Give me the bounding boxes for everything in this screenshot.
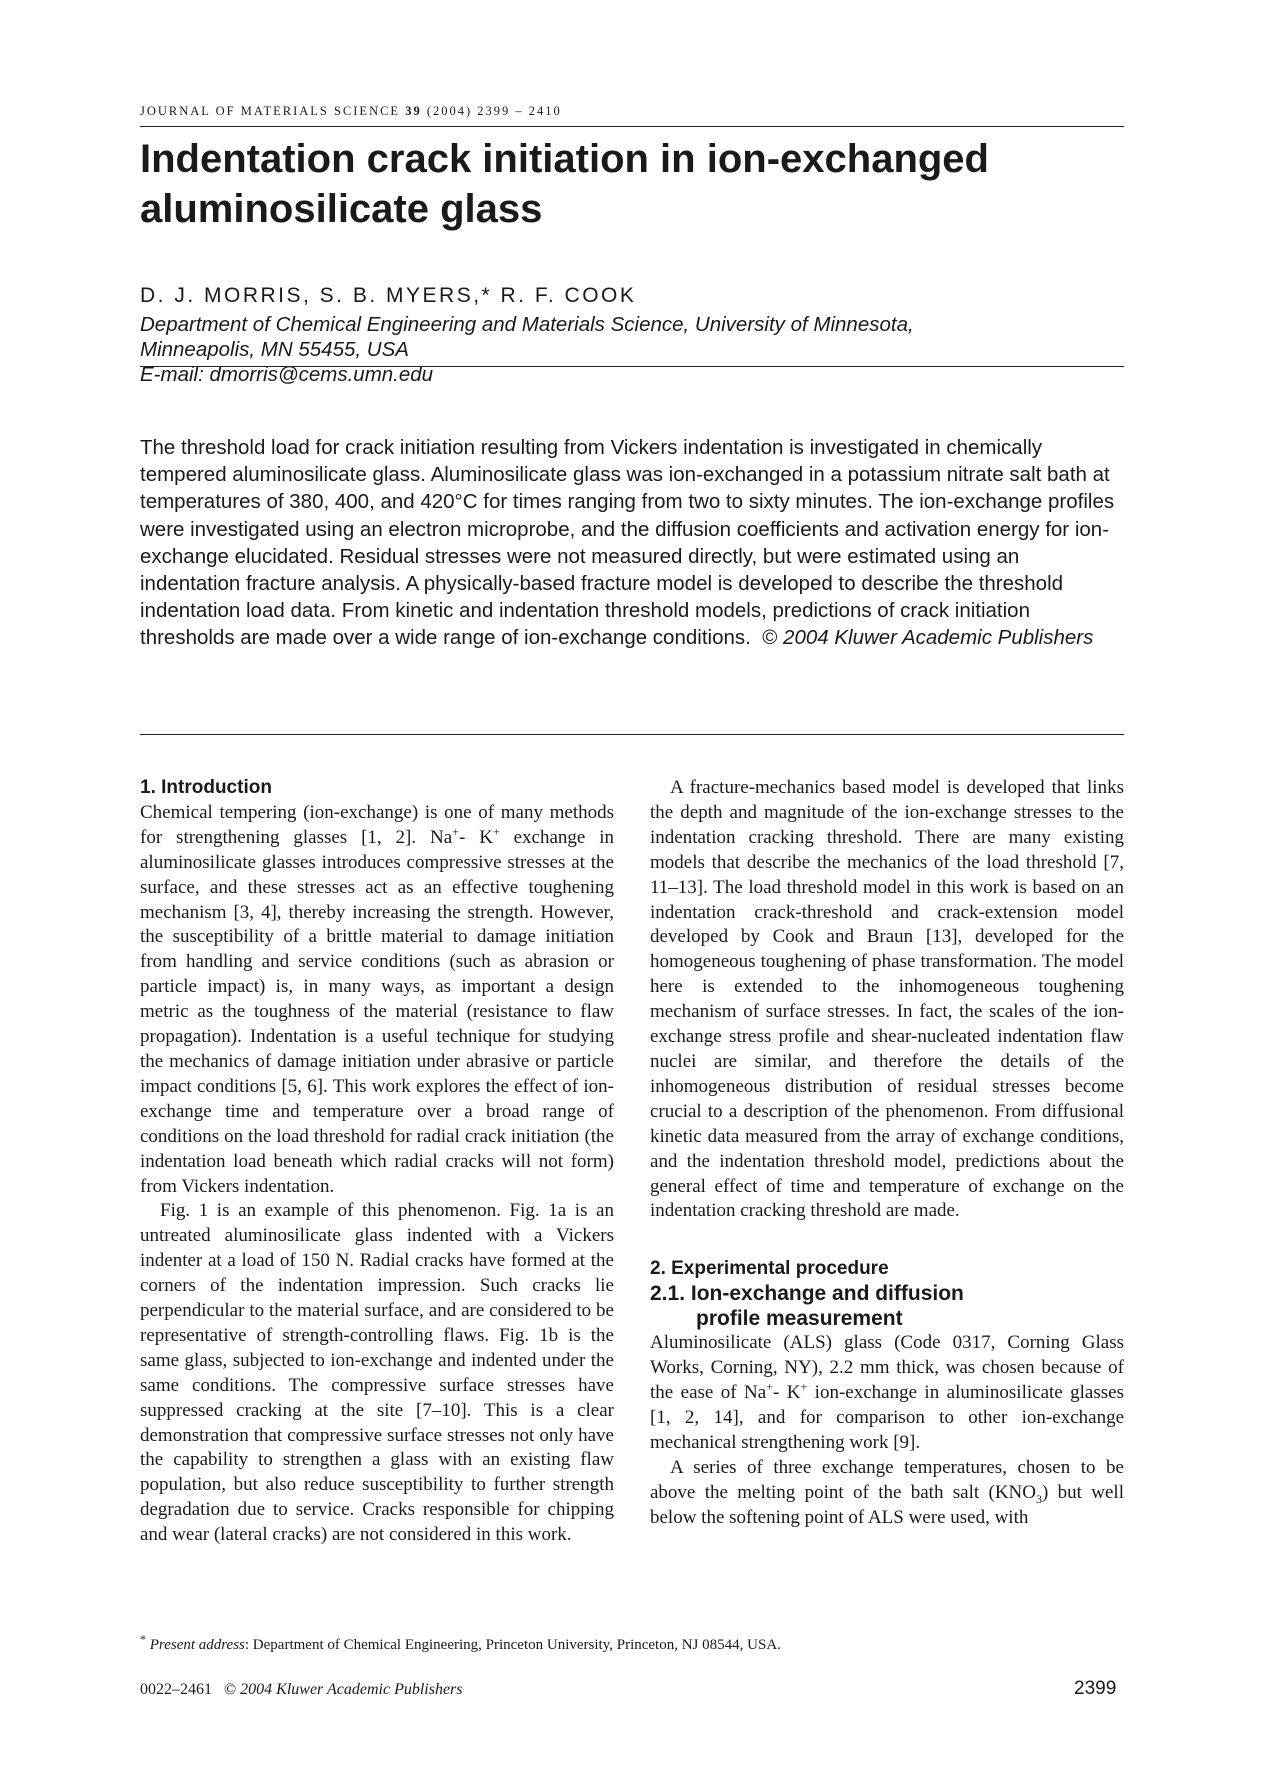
abstract-text: The threshold load for crack initiation resulting from Vickers indentation is investigated in chemically tempered aluminosilicate glass. Aluminosilicate glass was ion-exchanged in a potassium nitrate salt bath at temperatures of 380, 400, and 420°C for times ranging from two to sixty minutes. The ion-exchange profiles were investigated using an electron microprobe, and the diffusion coefficients and activation energy for ion-exchange elucidated. Residual stresses were not measured directly, but were estimated using an indentation fracture analysis. A physically-based fracture model is developed to describe the threshold indentation load data. From kinetic and indentation threshold models, predictions of crack initiation thresholds are made over a wide range of ion-exchange conditions. [140,436,1115,650]
experimental-paragraph-2: A series of three exchange temperatures, chosen to be above the melting point of the bath salt $(KNO_3)$ but well below the softening point of ALS were used, with [650,1456,1124,1528]
section-heading-experimental: 2. Experimental procedure [650,1258,889,1280]
affiliation-address: Minneapolis, MN 55455, USA [140,338,409,361]
experimental-paragraph-1: Aluminosilicate (ALS) glass (Code 0317, Corning Glass Works, Corning, NY), 2.2 mm thick, was chosen because of the ease of Na+- K+ ion-exchange in aluminosilicate glasses [1, 2, 14], and for comparison to other ion-exchange mechanical strengthening work [9]. [650,1332,1124,1454]
footnote-label: Present address [149,1637,245,1653]
journal-volume: 39 [405,104,422,118]
affiliation-block [140,312,1120,387]
intro-paragraph-2: Fig. 1 is an example of this phenomenon. Fig. 1a is an untreated aluminosilicate glass indented with a Vickers indenter at a load of 150 N. Radial cracks have formed at the corners of the indentation impression. Such cracks lie perpendicular to the material surface, and are considered to be representative of strength-controlling flaws. Fig. 1b is the same glass, subjected to ion-exchange and indented under the same conditions. The compressive surface stresses have suppressed cracking at the site [7–10]. This is a clear demonstration that compressive surface stresses not only have the capability to strengthen a glass with an existing flaw population, but also reduce susceptibility to further strength degradation due to service. Cracks responsible for chipping and wear (lateral cracks) are not considered in this work. [140,1200,614,1546]
footer-publisher: 2004 Kluwer Academic Publishers [240,1681,463,1698]
affiliation-email: E-mail: dmorris@cems.umn.edu [140,363,434,386]
left-column [140,776,614,1548]
intro-paragraph-3: A fracture-mechanics based model is developed that links the depth and magnitude of the ion-exchange stresses to the indentation cracking threshold. There are many existing models that describe the mechanics of the load threshold [7, 11–13]. The load threshold model in this work is based on an indentation crack-threshold and crack-extension model developed by Cook and Braun [13], developed for the homogeneous toughening of phase transformation. The model here is extended to the inhomogeneous toughening mechanism of surface stresses. In fact, the scales of the ion-exchange stress profile and shear-nucleated indentation flaw nuclei are similar, and therefore the details of the inhomogeneous distribution of residual stresses become crucial to a description of the phenomenon. From diffusional kinetic data measured from the array of exchange conditions, and the indentation threshold model, predictions about the general effect of time and temperature of exchange on the indentation cracking threshold are made. [650,777,1124,1222]
journal-year-pages: (2004) 2399 – 2410 [426,104,562,118]
footer-copyright-symbol: © [224,1681,237,1698]
affiliation-department: Department of Chemical Engineering and Materials Science, University of Minnesota, [140,313,914,336]
footnote-marker: * [140,1632,146,1646]
subsection-heading-ion-exchange: 2.1. Ion-exchange and diffusion profile measurement [650,1282,964,1330]
running-head [140,104,1124,127]
page-footer [140,1681,463,1699]
section-heading-introduction: 1. Introduction [140,777,272,798]
abstract-copyright: 2004 Kluwer Academic Publishers [783,626,1094,650]
abstract-bottom-rule [140,734,1124,735]
abstract [140,434,1124,652]
intro-paragraph-1: Chemical tempering (ion-exchange) is one of many methods for strengthening glasses [1, 2]. Na+- K+ exchange in aluminosilicate glasses introduces compressive stresses at the surface, and these stresses act as an effective toughening mechanism [3, 4], thereby increasing the strength. However, the susceptibility of a brittle material to damage initiation from handling and service conditions (such as abrasion or particle impact) is, in many ways, as important a design metric as the toughness of the material (resistance to flaw propagation). Indentation is a useful technique for studying the mechanics of damage initiation under abrasive or particle impact conditions [5, 6]. This work explores the effect of ion-exchange time and temperature over a broad range of conditions on the load threshold for radial crack initiation (the indentation load beneath which radial cracks will not form) from Vickers indentation. [140,801,614,1197]
paper-title: Indentation crack initiation in ion-exchanged aluminosilicate glass [140,137,989,231]
page-number: 2399 [1074,1678,1117,1699]
abstract-top-rule [140,366,1124,367]
issn: 0022–2461 [140,1681,212,1698]
journal-name: JOURNAL OF MATERIALS SCIENCE [140,104,401,118]
copyright-symbol: © [762,626,778,650]
author-list: D. J. MORRIS, S. B. MYERS,* R. F. COOK [140,284,637,307]
footnote-text: : Department of Chemical Engineering, Princeton University, Princeton, NJ 08544, USA. [244,1637,781,1653]
right-column [650,776,1124,1531]
footnote [140,1632,781,1654]
